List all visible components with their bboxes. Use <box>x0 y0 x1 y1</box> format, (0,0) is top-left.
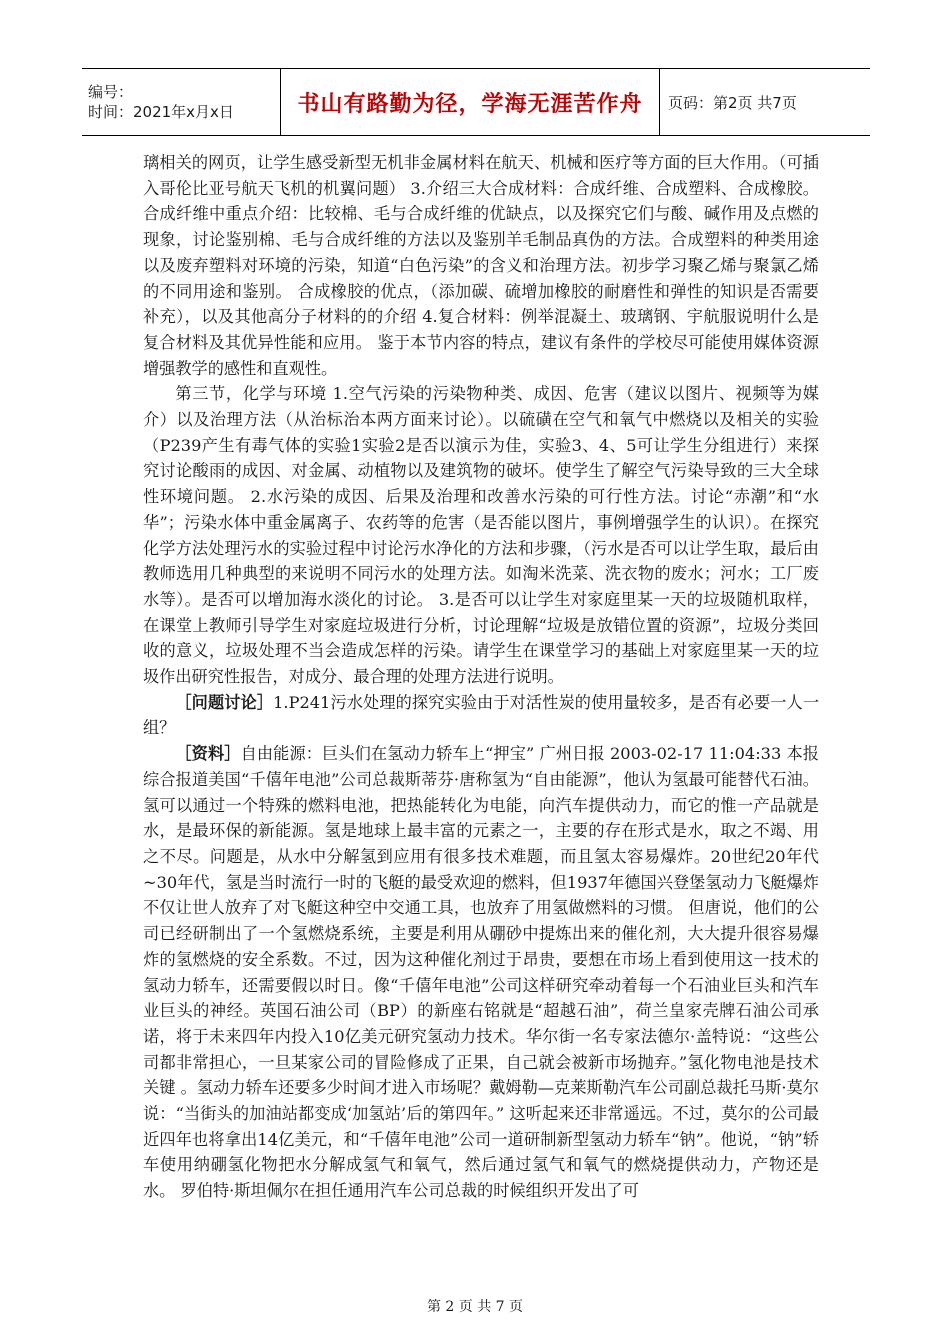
discussion-tag: ［问题讨论］ <box>175 692 274 712</box>
paragraph-reference <box>143 741 819 1204</box>
document-time-label: 时间：2021年x月x日 <box>88 103 234 121</box>
paragraph-environment: 第三节，化学与环境 1.空气污染的污染物种类、成因、危害（建议以图片、视频等为媒介）以及治理方法（从治标治本两方面来讨论）。以硫磺在空气和氧气中燃烧以及相关的实验（P239产生有毒气体的实验1实验2是否以演示为佳，实验3、4、5可让学生分组进行）来探究讨论酸雨的成因、对金属、动植物以及建筑物的破坏。使学生了解空气污染导致的三大全球性环境问题。 2.水污染的成因、后果及治理和改善水污染的可行性方法。讨论“赤潮”和“水华”；污染水体中重金属离子、农药等的危害（是否能以图片，事例增强学生的认识）。在探究化学方法处理污水的实验过程中讨论污水净化的方法和步骤，（污水是否可以让学生取，最后由教师选用几种典型的来说明不同污水的处理方法。如淘米洗菜、洗衣物的废水；河水；工厂废水等）。是否可以增加海水淡化的讨论。 3.是否可以让学生对家庭里某一天的垃圾随机取样，在课堂上教师引导学生对家庭垃圾进行分析，讨论理解“垃圾是放错位置的资源”，垃圾分类回收的意义，垃圾处理不当会造成怎样的污染。请学生在课堂学习的基础上对家庭里某一天的垃圾作出研究性报告，对成分、最合理的处理方法进行说明。 <box>143 384 819 687</box>
reference-text: 自由能源：巨头们在氢动力轿车上“押宝” 广州日报 2003-02-17 11:04:33 本报综合报道美国“千僖年电池”公司总裁斯蒂芬·唐称氢为“自由能源”，他认为氢最可能替代石油。 氢可以通过一个特殊的燃料电池，把热能转化为电能，向汽车提供动力，而它的惟一产品就是水，是最环保的新能源。氢是地球上最丰富的元素之一，主要的存在形式是水，取之不竭、用之不尽。问题是，从水中分解氢到应用有很多技术难题，而且氢太容易爆炸。20世纪20年代~30年代，氢是当时流行一时的飞艇的最受欢迎的燃料，但1937年德国兴登堡氢动力飞艇爆炸不仅让世人放弃了对飞艇这种空中交通工具，也放弃了用氢做燃料的习惯。 但唐说，他们的公司已经研制出了一个氢燃烧系统，主要是利用从硼砂中提炼出来的催化剂，大大提升很容易爆炸的氢燃烧的安全系数。不过，因为这种催化剂过于昂贵，要想在市场上看到使用这一技术的氢动力轿车，还需要假以时日。像“千僖年电池”公司这样研究牵动着每一个石油业巨头和汽车业巨头的神经。英国石油公司（BP）的新座右铭就是“超越石油”，荷兰皇家壳牌石油公司承诺，将于未来四年内投入10亿美元研究氢动力技术。华尔街一名专家法德尔·盖特说：“这些公司都非常担心，一旦某家公司的冒险修成了正果，自己就会被新市场抛弃。”氢化物电池是技术关键 。氢动力轿车还要多少时间才进入市场呢？戴姆勒—克莱斯勒汽车公司副总裁托马斯·莫尔说：“当街头的加油站都变成‘加氢站’后的第四年。” 这听起来还非常遥远。不过，莫尔的公司最近四年也将拿出14亿美元，和“千僖年电池”公司一道研制新型氢动力轿车“钠”。他说，“钠”轿车使用纳硼氢化物把水分解成氢气和氧气，然后通过氢气和氧气的燃烧提供动力，产物还是水。 罗伯特·斯坦佩尔在担任通用汽车公司总裁的时候组织开发出了可 <box>143 744 819 1201</box>
page-footer: 第 2 页 共 7 页 <box>426 1299 524 1315</box>
document-body <box>143 150 819 1204</box>
discussion-text: 1.P241污水处理的探究实验由于对活性炭的使用量较多，是否有必要一人一组？ <box>143 692 820 738</box>
header-meta <box>82 69 280 135</box>
reference-tag: ［资料］ <box>175 744 241 764</box>
header-motto: 书山有路勤为径，学海无涯苦作舟 <box>280 69 660 135</box>
header-page-number: 页码：第2页 共7页 <box>668 93 797 112</box>
page-header <box>82 68 870 136</box>
paragraph-materials: 璃相关的网页，让学生感受新型无机非金属材料在航天、机械和医疗等方面的巨大作用。（可插入哥伦比亚号航天飞机的机翼问题） 3.介绍三大合成材料：合成纤维、合成塑料、合成橡胶。 合成纤维中重点介绍：比较棉、毛与合成纤维的优缺点，以及探究它们与酸、碱作用及点燃的现象，讨论鉴别棉、毛与合成纤维的方法以及鉴别羊毛制品真伪的方法。合成塑料的种类用途以及废弃塑料对环境的污染，知道“白色污染”的含义和治理方法。初步学习聚乙烯与聚氯乙烯的不同用途和鉴别。 合成橡胶的优点，（添加碳、硫增加橡胶的耐磨性和弹性的知识是否需要补充），以及其他高分子材料的的介绍 4.复合材料：例举混凝土、玻璃钢、宇航服说明什么是复合材料及其优异性能和应用。 鉴于本节内容的特点，建议有条件的学校尽可能使用媒体资源增强教学的感性和直观性。 <box>143 153 819 378</box>
paragraph-discussion <box>143 690 819 741</box>
document-number-label: 编号： <box>88 83 134 101</box>
